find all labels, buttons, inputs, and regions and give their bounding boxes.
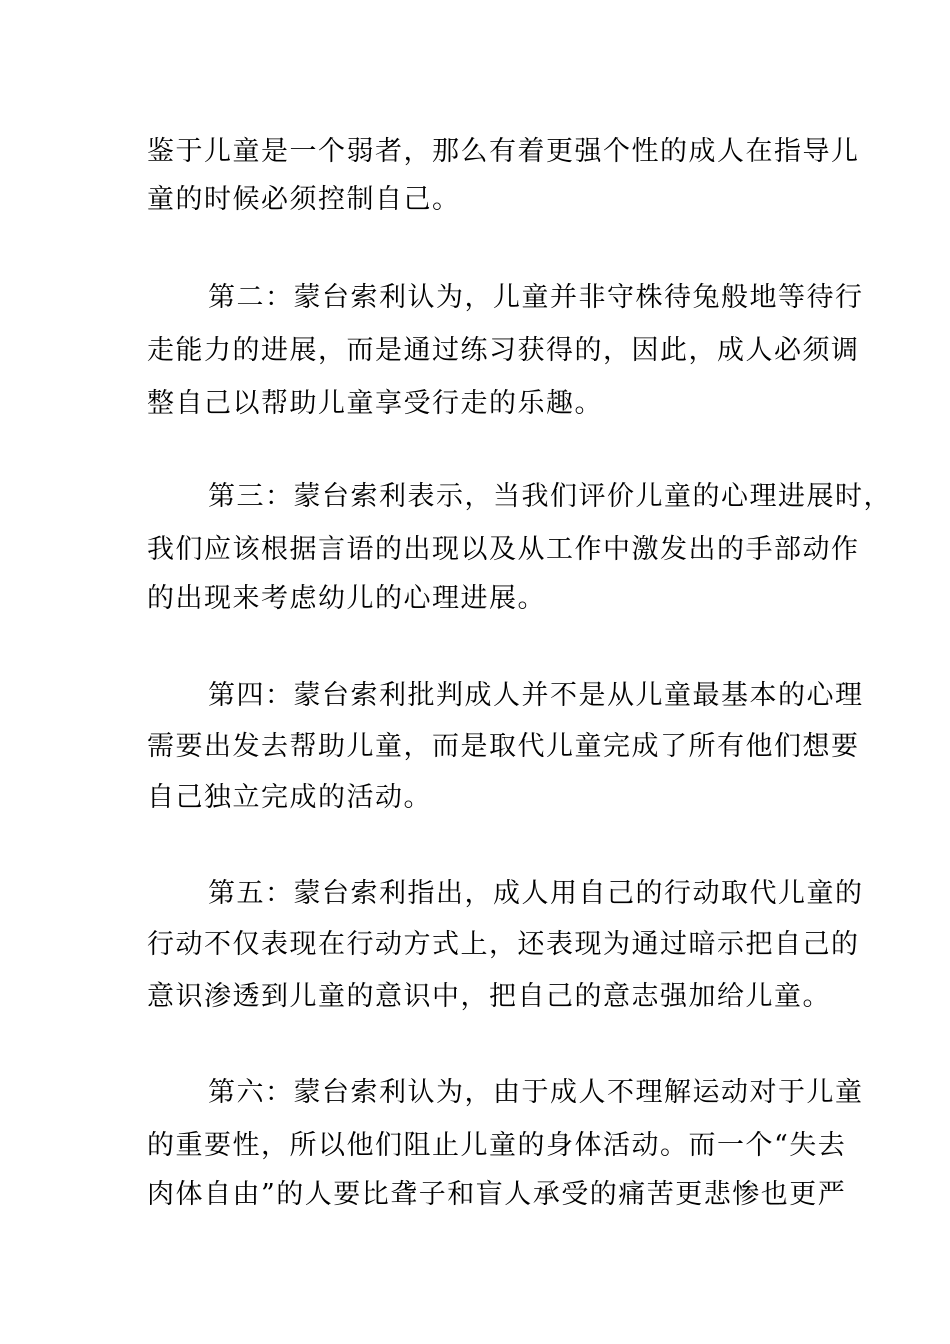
paragraph-2-line-2: 走能力的进展，而是通过练习获得的，因此，成人必须调 [147, 335, 860, 366]
paragraph-4-line-1: 第四：蒙台索利批判成人并不是从儿童最基本的心理 [208, 680, 864, 711]
paragraph-4-line-2: 需要出发去帮助儿童，而是取代儿童完成了所有他们想要 [147, 731, 860, 762]
paragraph-6-line-1: 第六：蒙台索利认为，由于成人不理解运动对于儿童 [208, 1077, 864, 1108]
paragraph-5-line-2: 行动不仅表现在行动方式上，还表现为通过暗示把自己的 [147, 929, 860, 960]
paragraph-3-line-2: 我们应该根据言语的出现以及从工作中激发出的手部动作 [147, 534, 860, 565]
paragraph-3-line-3: 的出现来考虑幼儿的心理进展。 [147, 583, 546, 614]
paragraph-5-line-1: 第五：蒙台索利指出，成人用自己的行动取代儿童的 [208, 878, 864, 909]
paragraph-6-line-3: 肉体自由”的人要比聋子和盲人承受的痛苦更悲惨也更严 [147, 1179, 847, 1210]
paragraph-2-line-1: 第二：蒙台索利认为，儿童并非守株待兔般地等待行 [208, 282, 864, 313]
paragraph-5-line-3: 意识渗透到儿童的意识中，把自己的意志强加给儿童。 [147, 981, 831, 1012]
paragraph-2-line-3: 整自己以帮助儿童享受行走的乐趣。 [147, 388, 603, 419]
paragraph-3-line-1: 第三：蒙台索利表示，当我们评价儿童的心理进展时， [208, 481, 892, 512]
paragraph-6-line-2: 的重要性，所以他们阻止儿童的身体活动。而一个“失去 [147, 1130, 847, 1161]
paragraph-1-line-2: 童的时候必须控制自己。 [147, 184, 461, 215]
paragraph-1-line-1: 鉴于儿童是一个弱者，那么有着更强个性的成人在指导儿 [147, 136, 860, 167]
paragraph-4-line-3: 自己独立完成的活动。 [147, 782, 432, 813]
